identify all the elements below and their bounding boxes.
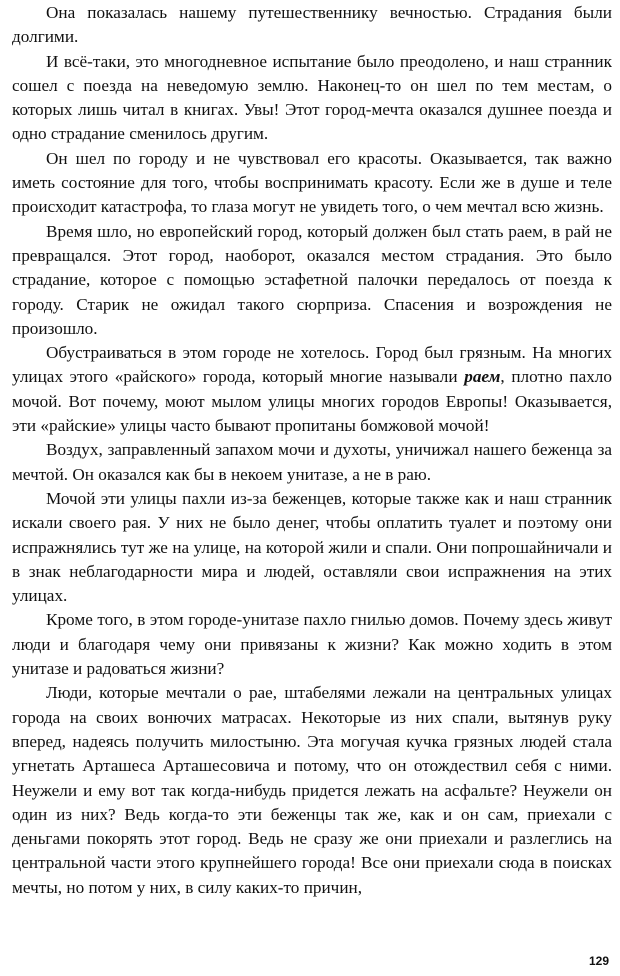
paragraph-5-part-2: , плотно пахло мочой. Вот почему, моют мылом улицы многих городов Европы! Оказывается, эти «райские» улицы часто бывают пропитаны бомжовой мочой!	[12, 367, 612, 436]
paragraph-5-part-1: Обустраиваться в этом городе не хотелось. Город был грязным. На многих улицах этого «райского» города, который многие называли	[12, 343, 612, 387]
paragraph-2: И всё-таки, это многодневное испытание было преодолено, и наш странник сошел с поезда на неведомую землю. Наконец-то он шел по тем местам, о которых лишь читал в книгах. Увы! Этот город-мечта оказался душнее поезда и одно страдание сменилось другим.	[12, 51, 612, 144]
emphasized-word: раем	[464, 367, 501, 387]
paragraph-1: Она показалась нашему путешественнику вечностью. Страдания были долгими.	[12, 3, 612, 47]
paragraph-5	[12, 341, 612, 438]
paragraph-8: Кроме того, в этом городе-унитазе пахло гнилью домов. Почему здесь живут люди и благодаря чему они привязаны к жизни? Как можно ходить в этом унитазе и радоваться жизни?	[12, 610, 612, 679]
text-column	[12, 1, 612, 900]
paragraph-9: Люди, которые мечтали о рае, штабелями лежали на центральных улицах города на своих вонючих матрасах. Некоторые из них спали, вытянув руку вперед, надеясь получить милостыню. Эта могучая кучка грязных людей стала угнетать Арташеса Арташесовича и потому, что он отождествил себя с ними. Неужели и ему вот так когда-нибудь придется лежать на асфальте? Неужели он один из них? Ведь когда-то эти беженцы так же, как и он сам, приехали с деньгами покорять этот город. Ведь не сразу же они приехали и разлеглись на центральной части этого крупнейшего города! Все они приехали сюда в поисках мечты, но потом у них, в силу каких-то причин,	[12, 683, 612, 897]
paragraph-3: Он шел по городу и не чувствовал его красоты. Оказывается, так важно иметь состояние для того, чтобы воспринимать красоту. Если же в душе и теле происходит катастрофа, то глаза могут не увидеть того, о чем мечтал всю жизнь.	[12, 148, 612, 217]
paragraph-4: Время шло, но европейский город, который должен был стать раем, в рай не превращался. Этот город, наоборот, оказался местом страдания. Это было страдание, которое с помощью эстафетной палочки передалось от поезда к городу. Старик не ожидал такого сюрприза. Спасения и возрождения не произошло.	[12, 221, 612, 338]
paragraph-6: Воздух, заправленный запахом мочи и духоты, уничижал нашего беженца за мечтой. Он оказался как бы в некоем унитазе, а не в раю.	[12, 440, 612, 484]
paragraph-7: Мочой эти улицы пахли из-за беженцев, которые также как и наш странник искали своего рая. У них не было денег, чтобы оплатить туалет и поэтому они испражнялись тут же на улице, на которой жили и спали. Они попрошайничали и в знак неблагодарности мира и людей, оставляли свои испражнения на этих улицах.	[12, 488, 612, 606]
page-number: 129	[588, 954, 609, 968]
